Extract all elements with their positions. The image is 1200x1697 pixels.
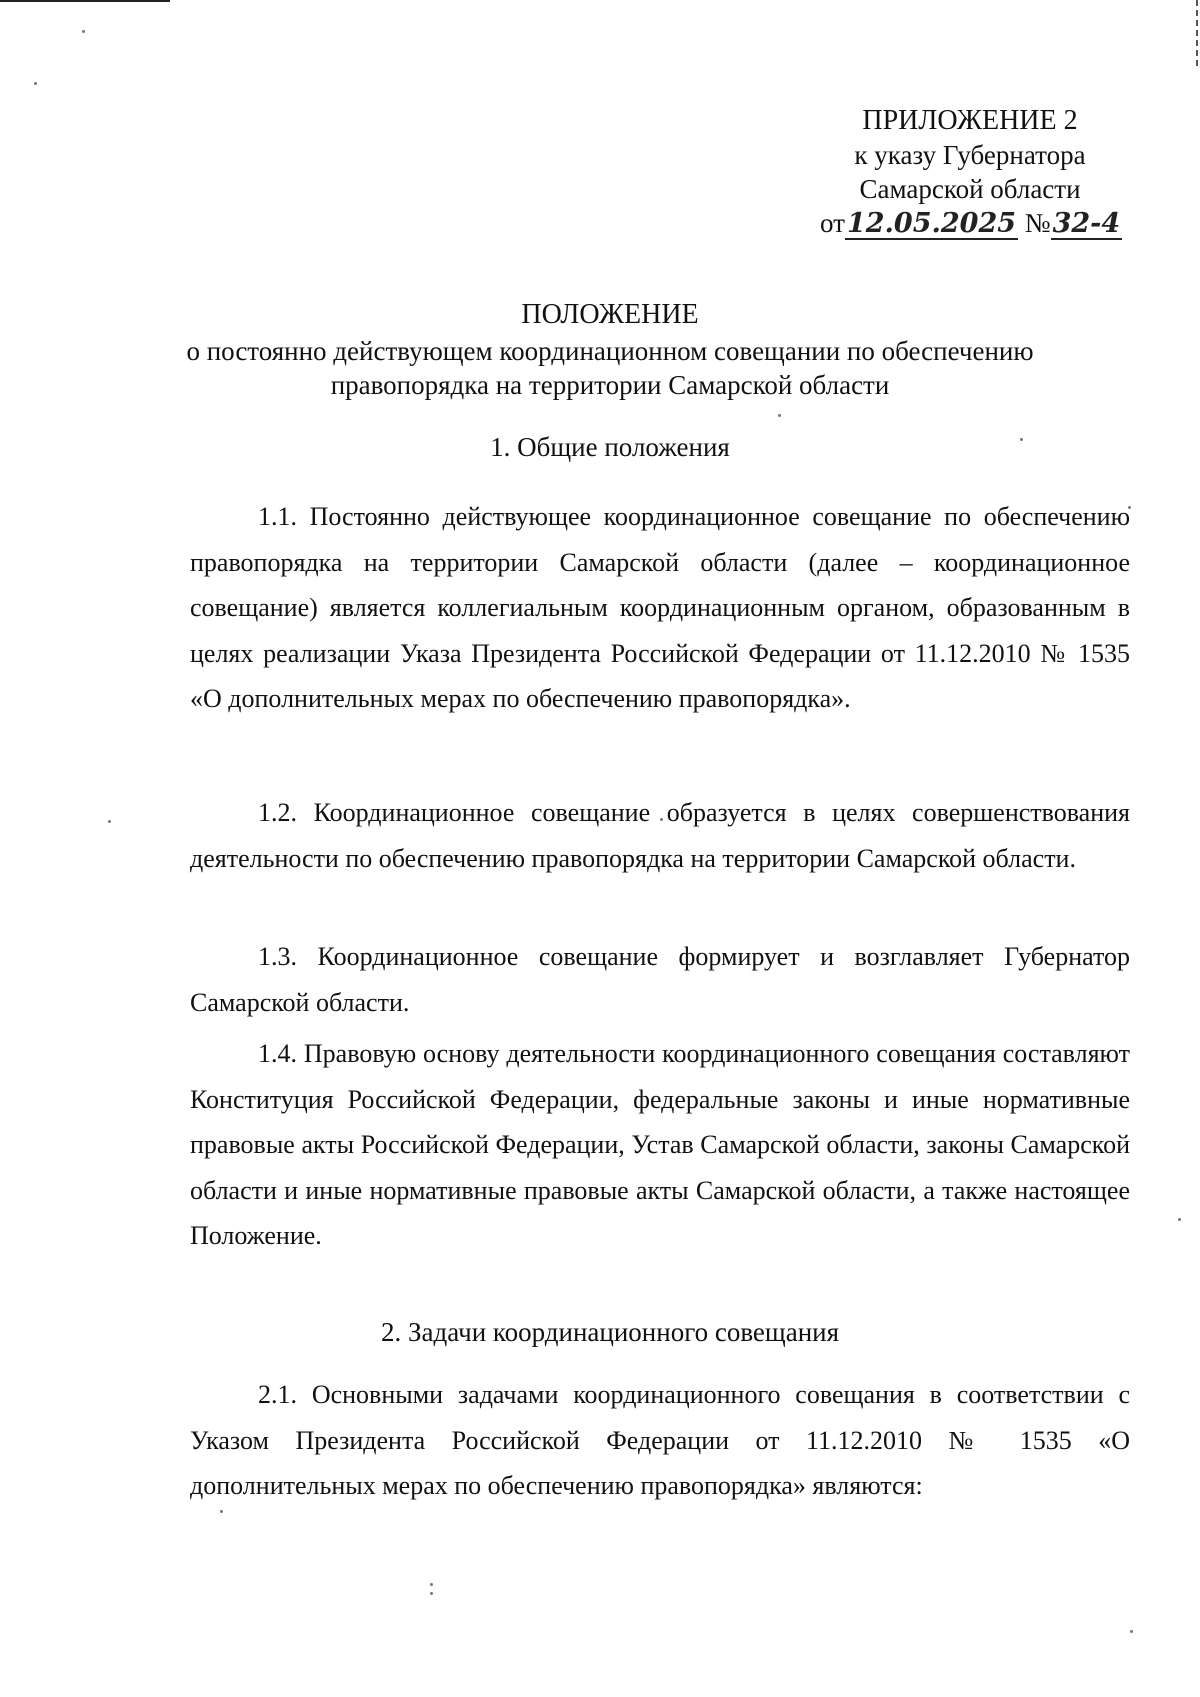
document-title: ПОЛОЖЕНИЕ xyxy=(521,299,699,330)
handwritten-date: 12.05.2025 xyxy=(846,208,1017,239)
handwritten-number: 32-4 xyxy=(1052,208,1121,239)
paragraph-1-1: 1.1. Постоянно действующее координационное совещание по обеспечению правопорядка на территории Самарской области (далее – координационное совещание) является коллегиальным координационным органом, образованным в целях реализации Указа Президента Российской Федерации от 11.12.2010 № 1535 «О дополнительных мерах по обеспечению правопорядка». xyxy=(190,502,1130,713)
scan-speck xyxy=(220,1510,223,1513)
date-prefix: от xyxy=(820,208,845,238)
scan-speck xyxy=(34,82,37,85)
section-heading-1: 1. Общие положения xyxy=(490,432,730,462)
document-subtitle-line-2: правопорядка на территории Самарской области xyxy=(330,370,890,400)
section-heading-2: 2. Задачи координационного совещания xyxy=(380,1317,840,1347)
appendix-date-line xyxy=(820,206,1120,240)
scan-speck xyxy=(1178,1218,1181,1221)
scan-speck xyxy=(108,820,111,823)
scan-edge-mark xyxy=(1196,0,1198,70)
paragraph-1-2: 1.2. Координационное совещание образуется в целях совершенствования деятельности по обеспечению правопорядка на территории Самарской области. xyxy=(190,798,1130,873)
appendix-region-line: Самарской области xyxy=(859,174,1081,204)
paragraph-1-4: 1.4. Правовую основу деятельности координационного совещания составляют Конституция Российской Федерации, федеральные законы и иные нормативные правовые акты Российской Федерации, Устав Самарской области, законы Самарской области и иные нормативные правовые акты Самарской области, а также настоящее Положение. xyxy=(190,1039,1130,1250)
scan-speck xyxy=(1130,1630,1133,1633)
scan-speck xyxy=(82,30,85,33)
number-sign: № xyxy=(1024,208,1051,238)
document-subtitle-line-1: о постоянно действующем координационном совещании по обеспечению xyxy=(186,336,1034,366)
paragraph-2-1: 2.1. Основными задачами координационного совещания в соответствии с Указом Президента Российской Федерации от 11.12.2010 № 1535 «О дополнительных мерах по обеспечению правопорядка» являются: xyxy=(190,1380,1130,1500)
scan-speck xyxy=(778,414,781,417)
paragraph-1-3: 1.3. Координационное совещание формирует и возглавляет Губернатор Самарской области. xyxy=(190,942,1130,1017)
appendix-title: ПРИЛОЖЕНИЕ 2 xyxy=(862,105,1078,136)
scan-speck xyxy=(430,1592,433,1595)
appendix-decree-line: к указу Губернатора xyxy=(854,140,1086,170)
scan-top-rule xyxy=(0,0,170,2)
appendix-block xyxy=(820,104,1120,240)
scan-speck xyxy=(430,1583,433,1586)
